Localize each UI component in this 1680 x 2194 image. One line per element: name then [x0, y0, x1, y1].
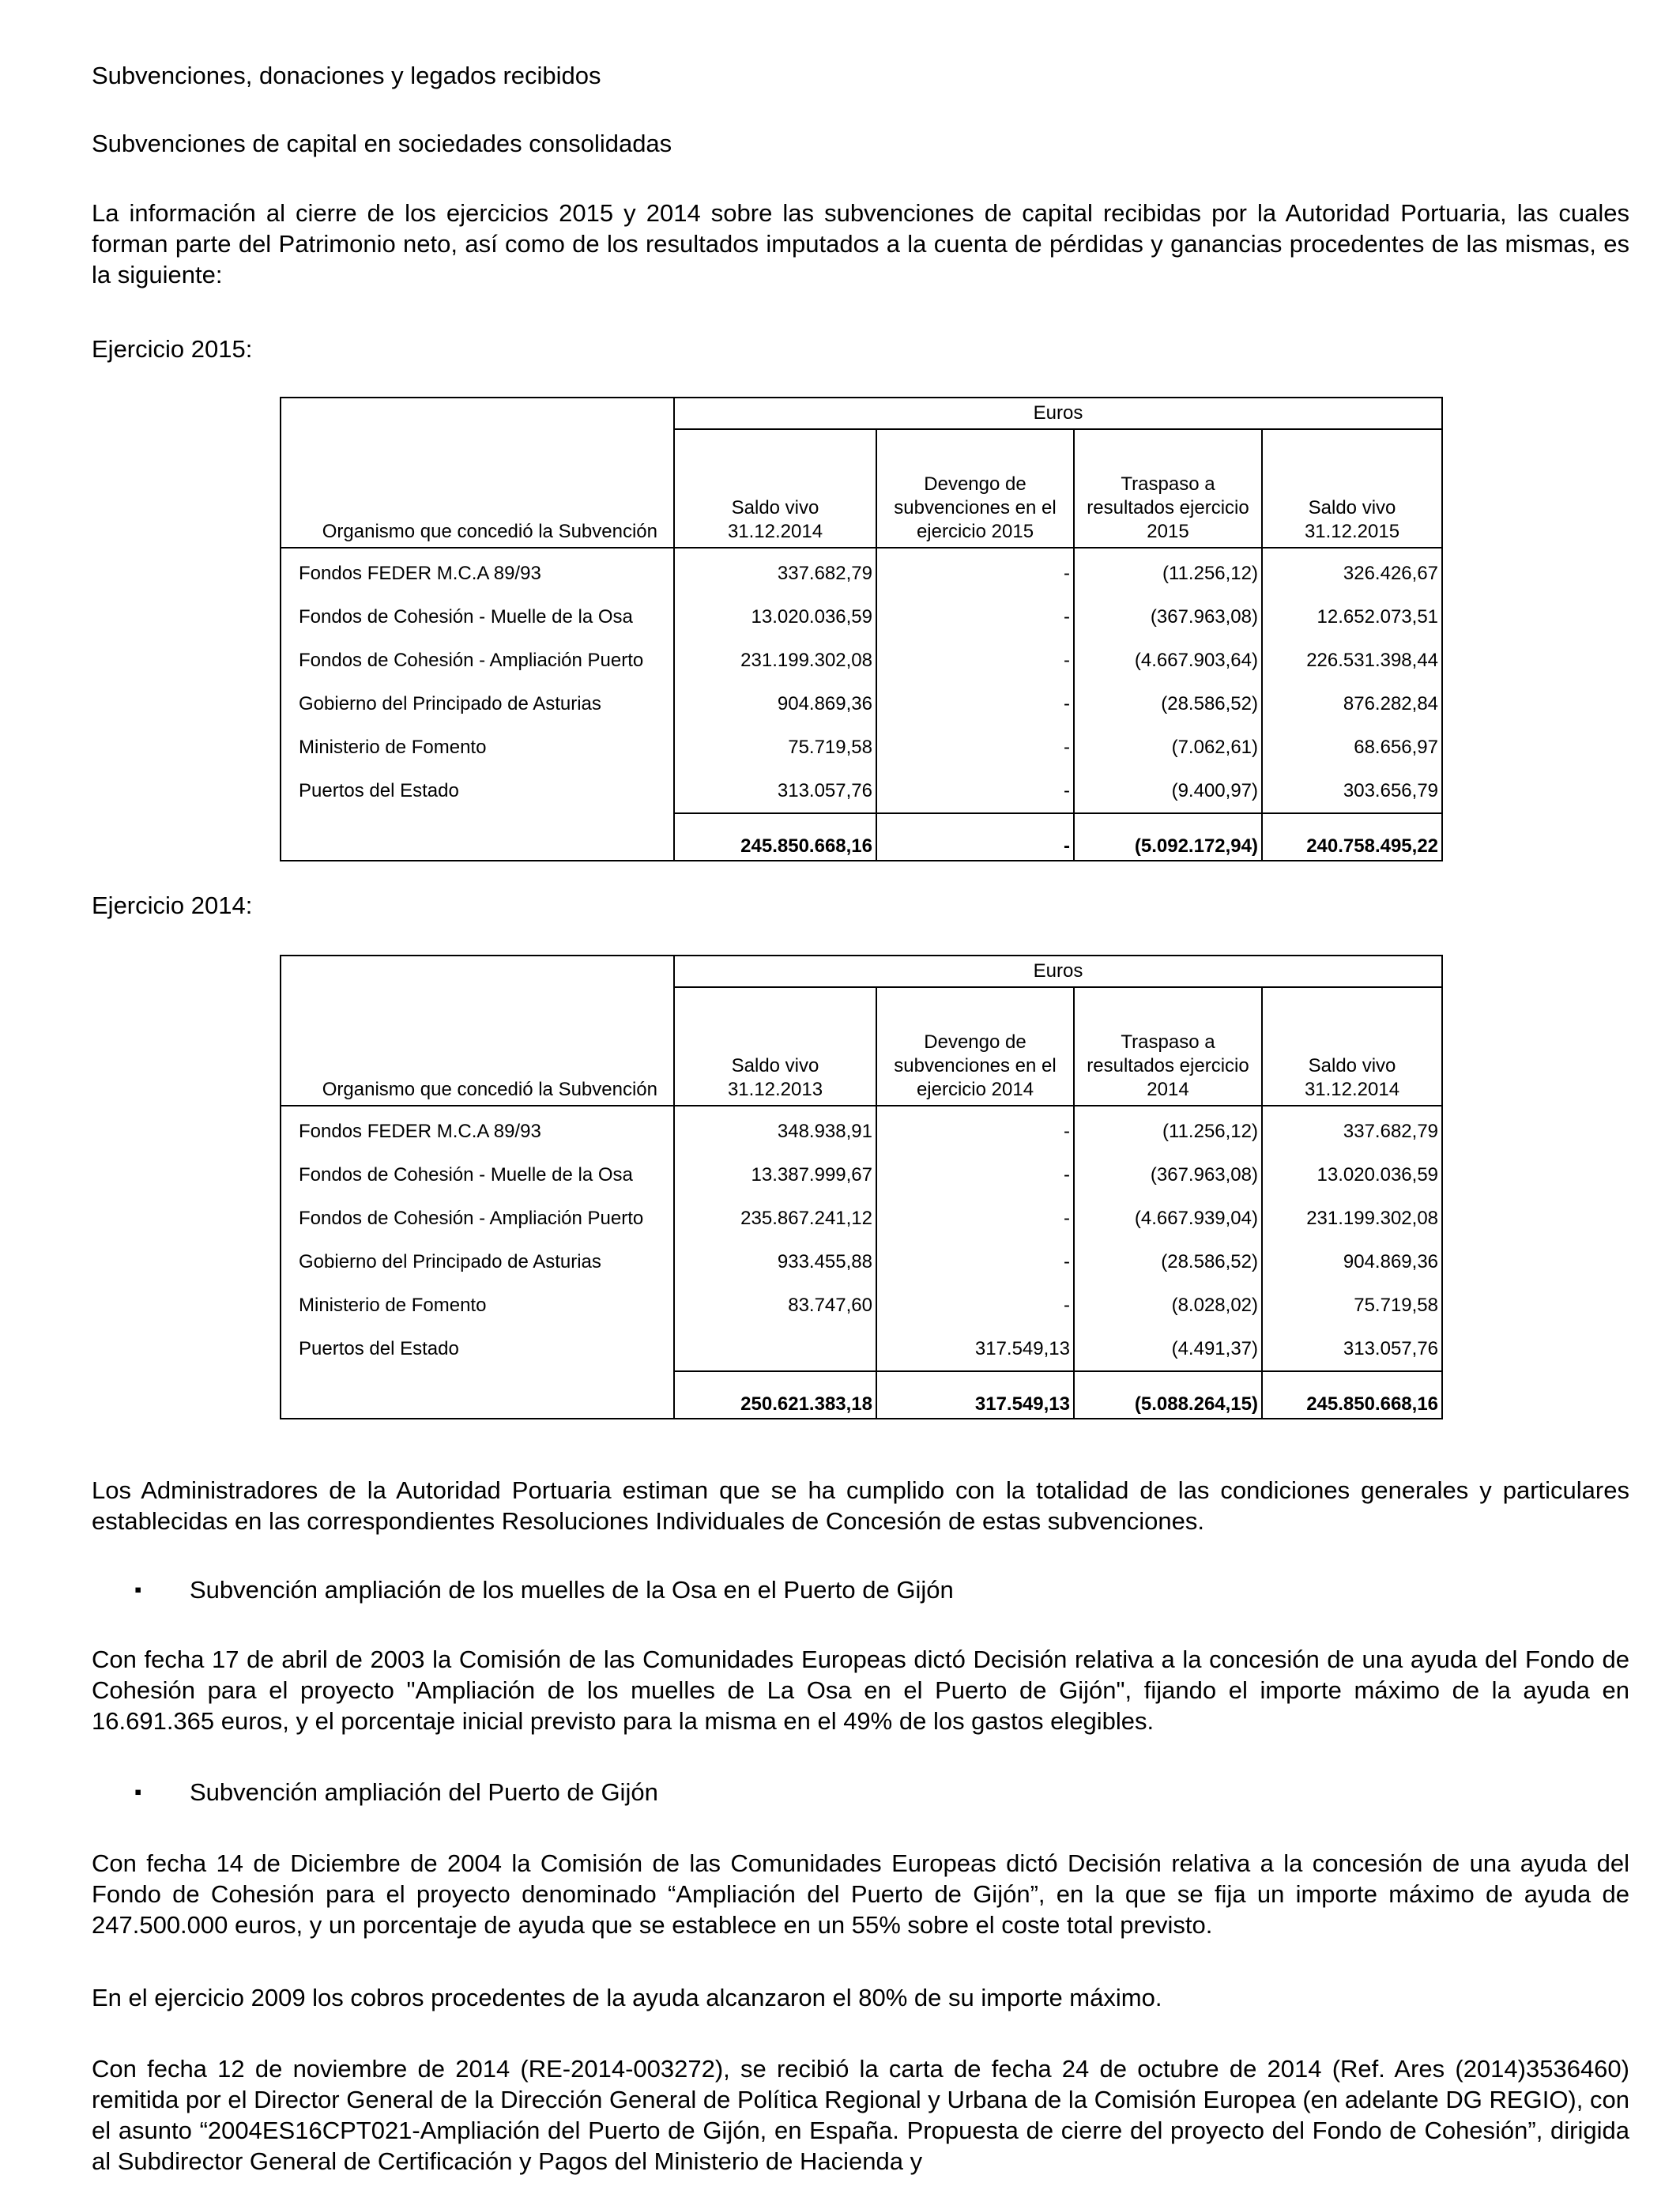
column-header: Saldo vivo 31.12.2013: [674, 987, 876, 1106]
column-header: Saldo vivo 31.12.2015: [1262, 429, 1442, 548]
cell-value: -: [876, 1284, 1074, 1327]
total-value: -: [876, 813, 1074, 861]
admin-paragraph: Los Administradores de la Autoridad Portuaria estiman que se ha cumplido con la totalidad de las condiciones generales y particulares establecidas en las correspondientes Resoluciones Individuales de Concesión de estas subvenciones.: [92, 1476, 1629, 1535]
totals-row: [281, 1371, 1442, 1419]
table-row: [281, 548, 1442, 595]
square-bullet-icon: ▪: [134, 1578, 142, 1601]
row-label: Ministerio de Fomento: [281, 726, 674, 769]
column-header: Devengo de subvenciones en el ejercicio 2015: [876, 429, 1074, 548]
cell-value: 235.867.241,12: [674, 1197, 876, 1240]
table-row: [281, 1106, 1442, 1153]
column-header: Saldo vivo 31.12.2014: [1262, 987, 1442, 1106]
cell-value: -: [876, 548, 1074, 595]
intro-paragraph: La información al cierre de los ejercicios 2015 y 2014 sobre las subvenciones de capital recibidas por la Autoridad Portuaria, las cuales forman parte del Patrimonio neto, así como de los resultados imputados a la cuenta de pérdidas y ganancias procedentes de las mismas, es la siguiente:: [92, 199, 1629, 288]
org-header: Organismo que concedió la Subvención: [322, 521, 657, 542]
total-value: 245.850.668,16: [674, 813, 876, 861]
cell-value: 83.747,60: [674, 1284, 876, 1327]
cell-value: 904.869,36: [1262, 1240, 1442, 1284]
osa-paragraph: Con fecha 17 de abril de 2003 la Comisión de las Comunidades Europeas dictó Decisión relativa a la concesión de una ayuda del Fondo de Cohesión para el proyecto "Ampliación de los muelles de La Osa en el Puerto de Gijón", fijando el importe máximo de la ayuda en 16.691.365 euros, y el porcentaje inicial previsto para la misma en el 49% de los gastos elegibles.: [92, 1646, 1629, 1735]
cell-value: 231.199.302,08: [674, 639, 876, 682]
cobros-paragraph: En el ejercicio 2009 los cobros procedentes de la ayuda alcanzaron el 80% de su importe máximo.: [92, 1984, 1162, 2011]
row-label: Fondos de Cohesión - Muelle de la Osa: [281, 595, 674, 639]
total-value: 245.850.668,16: [1262, 1371, 1442, 1419]
cell-value: 75.719,58: [674, 726, 876, 769]
subsection-heading: Subvenciones de capital en sociedades consolidadas: [92, 130, 672, 157]
cell-value: -: [876, 1106, 1074, 1153]
cell-value: 75.719,58: [1262, 1284, 1442, 1327]
row-label: Puertos del Estado: [281, 769, 674, 813]
column-header: Saldo vivo 31.12.2014: [674, 429, 876, 548]
cell-value: (28.586,52): [1074, 1240, 1262, 1284]
row-label: Puertos del Estado: [281, 1327, 674, 1371]
table-2015-caption: Ejercicio 2015:: [92, 335, 253, 363]
totals-label-cell: [281, 1371, 674, 1419]
cell-value: -: [876, 726, 1074, 769]
cell-value: (7.062,61): [1074, 726, 1262, 769]
cell-value: 12.652.073,51: [1262, 595, 1442, 639]
cell-value: 348.938,91: [674, 1106, 876, 1153]
table-row: [281, 1197, 1442, 1240]
column-header: Traspaso a resultados ejercicio 2015: [1074, 429, 1262, 548]
cell-value: (367.963,08): [1074, 595, 1262, 639]
totals-label-cell: [281, 813, 674, 861]
cell-value: -: [876, 595, 1074, 639]
cell-value: 317.549,13: [876, 1327, 1074, 1371]
cell-value: (4.667.903,64): [1074, 639, 1262, 682]
table-2014: [280, 955, 1443, 1419]
table-2014-caption: Ejercicio 2014:: [92, 892, 253, 919]
cell-value: -: [876, 639, 1074, 682]
cell-value: (11.256,12): [1074, 1106, 1262, 1153]
table-row: [281, 1284, 1442, 1327]
carta-paragraph: Con fecha 12 de noviembre de 2014 (RE-2014-003272), se recibió la carta de fecha 24 de octubre de 2014 (Ref. Ares (2014)3536460) remitida por el Director General de la Dirección General de Política Regional y Urbana de la Comisión Europea (en adelante DG REGIO), con el asunto “2004ES16CPT021-Ampliación del Puerto de Gijón, en España. Propuesta de cierre del proyecto del Fondo de Cohesión”, dirigida al Subdirector General de Certificación y Pagos del Ministerio de Hacienda y: [92, 2055, 1629, 2175]
cell-value: -: [876, 1153, 1074, 1197]
cell-value: 303.656,79: [1262, 769, 1442, 813]
row-label: Fondos de Cohesión - Ampliación Puerto: [281, 639, 674, 682]
euros-header: Euros: [674, 956, 1442, 987]
euros-header: Euros: [674, 398, 1442, 429]
total-value: (5.088.264,15): [1074, 1371, 1262, 1419]
row-label: Gobierno del Principado de Asturias: [281, 682, 674, 726]
column-header: Traspaso a resultados ejercicio 2014: [1074, 987, 1262, 1106]
row-label: Gobierno del Principado de Asturias: [281, 1240, 674, 1284]
cell-value: -: [876, 682, 1074, 726]
cell-value: 313.057,76: [1262, 1327, 1442, 1371]
cell-value: 337.682,79: [1262, 1106, 1442, 1153]
ampliacion-paragraph: Con fecha 14 de Diciembre de 2004 la Comisión de las Comunidades Europeas dictó Decisión relativa a la concesión de una ayuda del Fondo de Cohesión para el proyecto denominado “Ampliación del Puerto de Gijón”, en la que se fija un importe máximo de ayuda de 247.500.000 euros, y un porcentaje de ayuda que se establece en un 55% sobre el coste total previsto.: [92, 1849, 1629, 1939]
total-value: 240.758.495,22: [1262, 813, 1442, 861]
cell-value: 876.282,84: [1262, 682, 1442, 726]
bullet-text: Subvención ampliación de los muelles de la Osa en el Puerto de Gijón: [190, 1576, 954, 1604]
cell-value: -: [876, 1240, 1074, 1284]
cell-value: (4.667.939,04): [1074, 1197, 1262, 1240]
totals-row: [281, 813, 1442, 861]
org-header-cell: [281, 956, 674, 1106]
cell-value: 313.057,76: [674, 769, 876, 813]
cell-value: (4.491,37): [1074, 1327, 1262, 1371]
row-label: Fondos FEDER M.C.A 89/93: [281, 1106, 674, 1153]
cell-value: (28.586,52): [1074, 682, 1262, 726]
total-value: 317.549,13: [876, 1371, 1074, 1419]
org-header: Organismo que concedió la Subvención: [322, 1079, 657, 1100]
cell-value: 68.656,97: [1262, 726, 1442, 769]
cell-value: -: [876, 769, 1074, 813]
section-heading: Subvenciones, donaciones y legados recibidos: [92, 62, 601, 89]
table-row: [281, 1240, 1442, 1284]
org-header-cell: [281, 398, 674, 548]
row-label: Fondos de Cohesión - Ampliación Puerto: [281, 1197, 674, 1240]
total-value: (5.092.172,94): [1074, 813, 1262, 861]
column-header: Devengo de subvenciones en el ejercicio 2014: [876, 987, 1074, 1106]
table-2015: [280, 397, 1443, 861]
table-row: [281, 595, 1442, 639]
table-row: [281, 682, 1442, 726]
bullet-text: Subvención ampliación del Puerto de Gijón: [190, 1778, 658, 1806]
square-bullet-icon: ▪: [134, 1780, 142, 1804]
cell-value: 13.020.036,59: [674, 595, 876, 639]
cell-value: (367.963,08): [1074, 1153, 1262, 1197]
table-row: [281, 639, 1442, 682]
cell-value: 226.531.398,44: [1262, 639, 1442, 682]
cell-value: 13.020.036,59: [1262, 1153, 1442, 1197]
row-label: Ministerio de Fomento: [281, 1284, 674, 1327]
cell-value: -: [876, 1197, 1074, 1240]
cell-value: (9.400,97): [1074, 769, 1262, 813]
table-row: [281, 1327, 1442, 1371]
cell-value: [674, 1327, 876, 1371]
table-row: [281, 1153, 1442, 1197]
cell-value: 13.387.999,67: [674, 1153, 876, 1197]
cell-value: 933.455,88: [674, 1240, 876, 1284]
cell-value: 326.426,67: [1262, 548, 1442, 595]
cell-value: 904.869,36: [674, 682, 876, 726]
cell-value: (8.028,02): [1074, 1284, 1262, 1327]
cell-value: 231.199.302,08: [1262, 1197, 1442, 1240]
row-label: Fondos de Cohesión - Muelle de la Osa: [281, 1153, 674, 1197]
table-row: [281, 726, 1442, 769]
cell-value: (11.256,12): [1074, 548, 1262, 595]
cell-value: 337.682,79: [674, 548, 876, 595]
total-value: 250.621.383,18: [674, 1371, 876, 1419]
table-row: [281, 769, 1442, 813]
row-label: Fondos FEDER M.C.A 89/93: [281, 548, 674, 595]
